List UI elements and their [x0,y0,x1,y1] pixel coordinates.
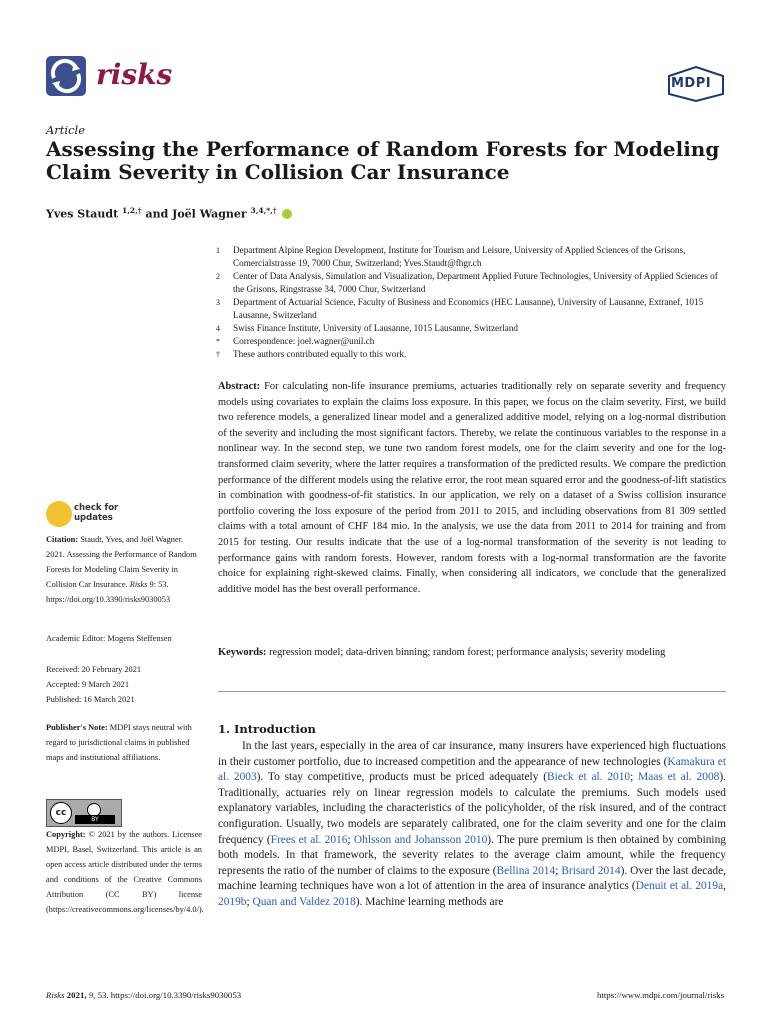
citation-link[interactable]: Quan and Valdez 2018 [252,895,356,908]
affiliation-item [218,322,728,335]
affiliation-item [218,270,728,296]
body-text: ). Over the last decade, machine learning techniques have won a lot of attention in the area of insurance analytics ( [218,864,726,893]
affiliation-item [218,296,728,322]
author-name: Joël Wagner [172,207,247,221]
keywords-text: regression model; data-driven binning; random forest; performance analysis; severity modeling [269,647,666,658]
affiliation-text: Swiss Finance Institute, University of Lausanne, 1015 Lausanne, Switzerland [233,323,519,333]
abstract-label: Abstract: [218,381,261,392]
body-text: In the last years, especially in the area of car insurance, many insurers have experienced high fluctuations in their customer portfolio, due to increased competition and the appearance of new technologies ( [218,740,726,768]
affiliation-text: These authors contributed equally to this work. [233,349,407,359]
copyright-block [46,827,202,917]
footer-journal: Risks [46,990,65,1000]
affiliation-text: Center of Data Analysis, Simulation and Visualization, Department Applied Future Technologies, University of Applied Sciences of the Grisons, Ringstrasse 34, 7000 Chur, Switzerland [233,271,718,294]
affiliation-mark: 3 [216,298,220,307]
article-type: Article [46,123,86,137]
citation-link[interactable]: Frees et al. 2016 [270,833,348,846]
footer-volume: 9, [88,990,96,1000]
cc-by-license-badge[interactable] [46,799,122,827]
academic-editor: Academic Editor: Mogens Steffensen [46,634,172,643]
citation-link[interactable]: Ohlsson and Johansson 2010 [353,833,488,846]
orcid-icon[interactable] [282,209,292,219]
abstract [218,379,726,597]
publisher-name: MDPI [671,76,712,91]
affiliation-mark: * [216,337,220,346]
affiliation-mark: 2 [216,272,220,281]
affiliation-text: Department Alpine Region Development, Institute for Tourism and Leisure, University of Applied Sciences of the Grisons, Comercialstrasse 19, 7000 Chur, Switzerland; Yves.Staudt@fhgr.ch [233,245,686,268]
body-text: ; [347,833,354,846]
cc-by-label: BY [75,815,115,824]
paper-title: Assessing the Performance of Random Forests for Modeling Claim Severity in Collision Car Insurance [46,137,720,184]
body-text: ). The pure premium is then obtained by combining both models. In that framework, the severity relates to the average claim amount, while the frequency represents the ratio of the number of claims to the exposure ( [218,833,726,877]
body-text: ). To stay competitive, products must be priced adequately ( [256,771,548,784]
affiliation-item [218,335,728,348]
citation-link[interactable]: Kamakura et al. 2003 [218,755,726,784]
body-text: ; [630,771,639,784]
publisher-note [46,720,202,765]
affiliation-text: Correspondence: joel.wagner@unil.ch [233,336,375,346]
footer-doi[interactable]: 53. https://doi.org/10.3390/risks9030053 [97,990,242,1000]
keywords [218,645,726,661]
journal-name: risks [96,58,173,91]
author-affiliation-marks: 1,2,† [122,206,142,215]
affiliation-mark: 1 [216,246,220,255]
body-text: ). Machine learning methods are [355,895,504,908]
citation-link[interactable]: Maas et al. 2008 [638,771,720,784]
affiliation-mark: † [216,350,220,359]
section-heading: 1. Introduction [218,722,316,736]
copyright-text: © 2021 by the authors. Licensee MDPI, Basel, Switzerland. This article is an open access article distributed under the terms and conditions of the Creative Commons Attribution (CC BY) license (https://creativecommons.org/licenses/by/4.0/). [46,830,204,914]
citation-link[interactable]: Bieck et al. 2010 [547,771,631,784]
footer-journal-url[interactable]: https://www.mdpi.com/journal/risks [597,990,724,1000]
citation-block [46,532,202,607]
body-text: ; [555,864,562,877]
citation-link[interactable]: Brisard 2014 [561,864,621,877]
dates-block [46,662,202,707]
check-for-updates-icon[interactable] [46,501,72,527]
introduction-paragraph [218,739,726,911]
check-updates-line: check for [74,503,119,513]
author-conjunction: and [145,207,169,221]
author-list [46,206,292,221]
affiliation-mark: 4 [216,324,220,333]
copyright-label: Copyright: [46,830,86,839]
affiliation-item [218,244,728,270]
body-text: , [723,880,726,893]
citation-journal: Risks [129,580,148,589]
affiliation-text: Department of Actuarial Science, Faculty of Business and Economics (HEC Lausanne), University of Lausanne, Extranef, 1015 Lausanne, Switzerland [233,297,704,320]
keywords-label: Keywords: [218,647,267,658]
accepted-date: Accepted: 9 March 2021 [46,680,130,689]
citation-doi[interactable]: 9: 53. https://doi.org/10.3390/risks9030053 [46,580,171,604]
publisher-note-text: MDPI stays neutral with regard to jurisdictional claims in published maps and institutional affiliations. [46,723,192,762]
author-name: Yves Staudt [46,207,119,221]
received-date: Received: 20 February 2021 [46,665,142,674]
author-affiliation-marks: 3,4,*,† [250,206,277,215]
citation-label: Citation: [46,535,79,544]
cc-icon: cc [50,802,72,824]
body-text: ; [246,895,253,908]
citation-link[interactable]: Denuit et al. 2019a [635,880,724,893]
abstract-text: For calculating non-life insurance premiums, actuaries traditionally rely on separate severity and frequency models using covariates to explain the claims loss exposure. In this paper, we focus on the claim severity. First, we build two reference models, a generalized linear model and a generalized additive model, relying on a log-normal distribution of the severity and including the most significant factors. Thereby, we relate the continuous variables to the response in a nonlinear way. In the second step, we tune two random forest models, one for the claim severity and one for the log-transformed claim severity, where the latter requires a transformation of the predicted results. We compare the prediction performance of the different models using the relative error, the root mean squared error and the goodness-of-lift statistics in combination with goodness-of-fit statistics. In our application, we rely on a dataset of a Swiss collision insurance portfolio covering the loss exposure of the period from 2011 to 2015, and including observations from 81 309 settled claims with a total amount of CHF 184 mio. In the analysis, we use the data from 2011 to 2014 for training and from 2015 for testing. Our results indicate that the use of a log-normal transformation of the severity is not leading to performance gains with random forests. However, random forests with a log-normal transformation are the favorite choice for explaining right-skewed claims. Finally, when considering all indicators, we conclude that the generalized additive model has the best overall performance. [218,381,726,595]
check-for-updates-label[interactable] [74,503,118,523]
section-divider [218,691,726,692]
affiliations [218,244,728,361]
published-date: Published: 16 March 2021 [46,695,135,704]
citation-text: Staudt, Yves, and Joël Wagner. 2021. Assessing the Performance of Random Forests for Modeling Claim Severity in Collision Car Insurance. [46,535,197,589]
footer-citation [46,990,241,1000]
footer-year: 2021, [66,990,87,1000]
citation-link[interactable]: 2019b [218,895,247,908]
affiliation-item [218,348,728,361]
journal-logo-icon [46,56,86,96]
citation-link[interactable]: Bellina 2014 [496,864,556,877]
publisher-note-label: Publisher's Note: [46,723,108,732]
body-text: ). Traditionally, actuaries rely on linear regression models to calculate the premiums. Such models used explanatory variables, including the characteristics of the policyholder, of the risk insured, and of the contract configuration. Usually, two models are separately calibrated, one for the claim severity and one for the claim frequency ( [218,771,726,846]
check-updates-line: updates [74,513,113,523]
